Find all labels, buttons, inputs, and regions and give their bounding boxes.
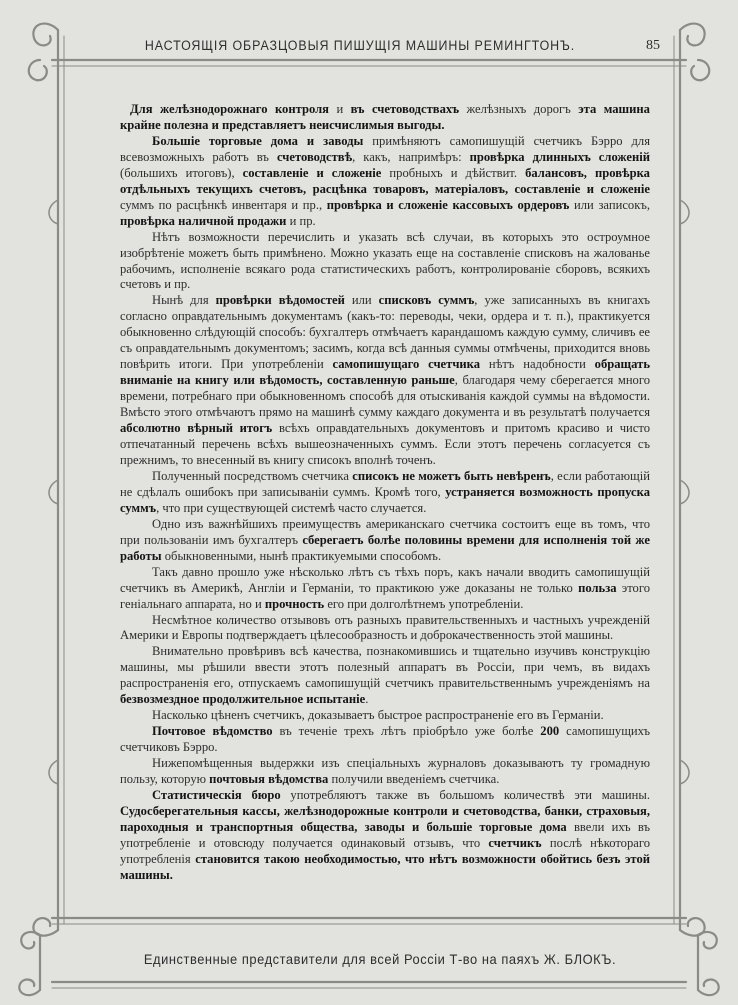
bold-run: Для желѣзнодорожнаго контроля xyxy=(130,102,329,116)
text-run: всѣхъ оправдательныхъ документовъ и притомъ красиво и чисто отпечатанный перечень всѣхъ вышеозначенныхъ суммъ. Если этотъ перечень согласуется съ прежнимъ, то внесенный въ книгу списокъ вполнѣ точенъ. xyxy=(120,421,650,467)
text-run: этого геніальнаго аппарата, но и xyxy=(120,580,650,611)
bold-run: списковъ суммъ xyxy=(378,293,475,308)
text-run: обыкновенными, нынѣ практикуемыми способомъ. xyxy=(161,548,442,563)
text-run: получили введеніемъ счетчика. xyxy=(328,772,500,787)
text-run: и пр. xyxy=(286,213,316,228)
text-run: , какъ, напримѣръ: xyxy=(352,149,470,164)
text-run: Несмѣтное количество отзывовъ отъ разныхъ правительственныхъ и частныхъ учрежденій Америки и Европы подтверждаетъ цѣлесообразность и доброкачественность этой машины. xyxy=(120,612,650,643)
bold-run: прочность xyxy=(264,596,325,611)
bold-run: составленіе и сложеніе xyxy=(242,165,382,180)
text-run: суммъ по расцѣнкѣ инвентаря и пр., xyxy=(120,197,327,212)
text-run: въ теченіе трехъ лѣтъ пріобрѣло уже болѣе xyxy=(272,724,541,739)
paragraph xyxy=(120,469,650,517)
text-run: , что при существующей системѣ часто случается. xyxy=(156,500,427,515)
text-run: Нынѣ для xyxy=(152,293,216,308)
paragraph xyxy=(120,230,650,294)
running-head: НАСТОЯЩІЯ ОБРАЗЦОВЫЯ ПИШУЩІЯ МАШИНЫ РЕМИНГТОНЪ. xyxy=(144,38,576,53)
bold-run: сберегаетъ болѣе половины времени для исполненія той же работы xyxy=(120,532,650,563)
bold-run: эта машина крайне полезна и представляетъ неисчислимыя выгоды. xyxy=(120,102,650,132)
bold-run: Судосберегательныя кассы, желѣзнодорожные контроли и счетоводства, банки, страховыя, пароходныя и транспортныя общества, заводы и большіе торговые дома xyxy=(120,803,650,834)
bold-run: балансовъ, провѣрка отдѣльныхъ текущихъ счетовъ, расцѣнка товаровъ, матеріаловъ, составленіе и сложеніе xyxy=(120,165,650,196)
body-text xyxy=(120,102,650,914)
text-run: Нѣтъ возможности перечислить и указать всѣ случаи, въ которыхъ это остроумное изобрѣтеніе можетъ быть примѣнено. Можно указать еще на составленіе списковъ на жалованье рабочимъ, исполненіе всякаго рода статистическихъ работъ, контролированіе сборовъ, всякихъ счетовъ и пр. xyxy=(120,229,650,292)
text-run: Такъ давно прошло уже нѣсколько лѣтъ съ тѣхъ поръ, какъ начали вводить самопишущій счетчикъ въ Америкѣ, Англіи и Германіи, то практикою уже доказаны не только xyxy=(120,564,650,595)
paragraph xyxy=(120,565,650,613)
paragraph xyxy=(120,134,650,230)
paragraph xyxy=(120,293,650,468)
bold-run: провѣрка длинныхъ сложеній xyxy=(469,149,650,164)
paragraph xyxy=(120,613,650,645)
bold-run: 200 xyxy=(540,724,560,739)
bold-run: списокъ не можетъ быть невѣренъ xyxy=(352,468,551,483)
text-run: нѣтъ надобности xyxy=(480,357,595,372)
bold-run: польза xyxy=(578,580,617,595)
bold-run: въ счетоводствахъ xyxy=(350,102,460,116)
text-run: Полученный посредствомъ счетчика xyxy=(152,468,353,483)
text-run: пробныхъ и дѣйствит. xyxy=(381,165,526,180)
paragraph xyxy=(120,517,650,565)
paragraph xyxy=(120,102,650,134)
bold-run: Почтовое вѣдомство xyxy=(152,724,273,739)
bold-run: счетоводствѣ xyxy=(276,149,353,164)
text-run: . xyxy=(365,692,369,707)
text-run: Одно изъ важнѣйшихъ преимуществъ американскаго счетчика состоитъ еще въ томъ, что при пользованіи имъ бухгалтеръ xyxy=(120,516,650,547)
paragraph xyxy=(120,788,650,884)
text-run: Нижепомѣщенныя выдержки изъ спеціальныхъ журналовъ доказываютъ ту громадную пользу, которую xyxy=(120,756,650,787)
text-run: , благодаря чему сберегается много времени, потребнаго при обыкновенномъ способѣ для отыскиванія каждой суммы на вѣдомости. Вмѣсто этого отмѣчаютъ прямо на машинѣ сумму каждаго документа и въ результатѣ получается xyxy=(120,373,650,420)
text-run: или xyxy=(344,293,379,308)
text-run: самопишущихъ счетчиковъ Бэрро. xyxy=(120,724,650,755)
bold-run: безвозмездное продолжительное испытаніе xyxy=(120,692,366,707)
bold-run: обращать вниманіе на книгу или вѣдомость, составленную раньше xyxy=(120,357,650,388)
text-run: или записокъ, xyxy=(569,197,650,212)
text-run: Внимательно провѣривъ всѣ качества, познакомившись и тщательно изучивъ конструкцію машины, мы рѣшили ввести этотъ полезный аппаратъ въ Россіи, при чемъ, въ видахъ распространенія его, отпускаемъ самопишущій счетчикъ правительственнымъ учрежденіямъ на xyxy=(120,644,650,691)
bold-run: счетчикъ xyxy=(488,835,542,850)
text-run: (большихъ итоговъ), xyxy=(120,165,243,180)
bold-run: устраняется возможность пропуска суммъ xyxy=(120,484,650,515)
text-run: его при долголѣтнемъ употребленіи. xyxy=(324,596,524,611)
text-run: Насколько цѣненъ счетчикъ, доказываетъ быстрое распространеніе его въ Германіи. xyxy=(152,708,604,723)
bold-run: Статистическія бюро xyxy=(152,787,281,802)
text-run: примѣняютъ самопишущій счетчикъ Бэрро для всевозможныхъ работъ въ xyxy=(120,133,650,164)
bold-run: провѣрка наличной продажи xyxy=(120,213,287,228)
paragraph xyxy=(120,756,650,788)
text-run: употребляютъ также въ большомъ количествѣ эти машины. xyxy=(280,787,650,802)
text-run: ввели ихъ въ употребленіе и отовсюду получается одинаковый отзывъ, что xyxy=(120,819,650,850)
bold-run: абсолютно вѣрный итогъ xyxy=(120,421,273,436)
page-number: 85 xyxy=(646,38,660,53)
bold-run: становится такою необходимостью, что нѣтъ возможности обойтись безъ этой машины. xyxy=(120,851,650,882)
bold-run: провѣрки вѣдомостей xyxy=(215,293,345,308)
text-run: послѣ нѣкотораго употребленія xyxy=(120,835,650,866)
bold-run: почтовыя вѣдомства xyxy=(209,772,329,787)
text-run: , если работающій не сдѣлалъ ошибокъ при записываніи суммъ. Кромѣ того, xyxy=(120,468,650,499)
bold-run: Большіе торговые дома и заводы xyxy=(152,133,364,148)
text-run: , уже записанныхъ въ книгахъ согласно оправдательнымъ документамъ (какъ-то: переводы, чеки, ордера и т. п.), практикуется обыкновенно слѣдующій способъ: бухгалтеръ отмѣчаетъ карандашомъ каждую сумму, сличивъ ее съ оправдательнымъ документомъ; засимъ, когда всѣ данныя суммы отмѣчены, приходится вновь повѣрить итоги. При употребленіи xyxy=(120,293,650,372)
paragraph xyxy=(120,724,650,756)
bold-run: самопишущаго счетчика xyxy=(332,357,481,372)
bold-run: провѣрка и сложеніе кассовыхъ ордеровъ xyxy=(326,197,570,212)
text-run: и xyxy=(328,102,351,116)
text-run: желѣзныхъ дорогъ xyxy=(459,102,579,116)
footer-imprint: Единственные представители для всей Россіи Т-во на паяхъ Ж. БЛОКЪ. xyxy=(143,951,617,967)
paragraph xyxy=(120,708,650,724)
paragraph xyxy=(120,644,650,708)
